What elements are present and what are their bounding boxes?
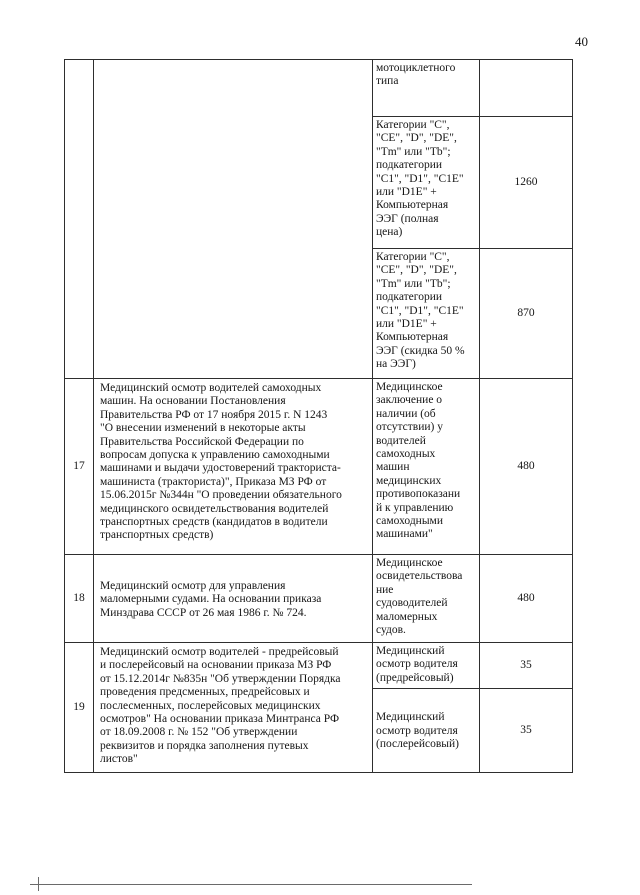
category-text: Категории "C", "CE", "D", "DE", "Tm" или "Tb"; подкатегории "C1", "D1", "C1E" или "D1E" + Компьютерная ЭЭГ (скидка 50 % на ЭЭГ) <box>376 251 465 371</box>
category-cell <box>373 555 480 643</box>
price-value: 870 <box>517 306 535 319</box>
description-cell <box>94 555 373 643</box>
row-number-cell <box>65 643 94 773</box>
price-value: 1260 <box>514 175 538 188</box>
row-number: 17 <box>73 459 85 472</box>
price-value: 35 <box>520 658 532 671</box>
price-cell <box>480 379 573 555</box>
price-value: 480 <box>517 591 535 604</box>
category-text: мотоциклетного типа <box>376 62 456 88</box>
category-text: Медицинское освидетельствова ние судоводителей маломерных судов. <box>376 557 463 637</box>
category-cell <box>373 643 480 689</box>
description-text: Медицинский осмотр водителей - предрейсовый и послерейсовый на основании приказа МЗ РФ от 15.12.2014г №835н "Об утверждении Порядка проведения предсменных, предрейсовых и послесменных, послерейсовых медицинских осмотров" На основании приказа Минтранса РФ от 18.09.2008 г. № 152 "Об утверждении реквизитов и порядка заполнения путевых листов" <box>100 646 341 766</box>
page-number: 40 <box>575 34 588 49</box>
category-text: Медицинский осмотр водителя (предрейсовый) <box>376 645 458 684</box>
price-cell <box>480 249 573 379</box>
category-text: Категории "C", "CE", "D", "DE", "Tm" или "Tb"; подкатегории "C1", "D1", "C1E" или "D1E" + Компьютерная ЭЭГ (полная цена) <box>376 119 464 239</box>
description-text: Медицинский осмотр для управления маломерными судами. На основании приказа Минздрава СССР от 26 мая 1986 г. № 724. <box>100 579 322 619</box>
table-row-17 <box>65 379 573 555</box>
price-cell <box>480 643 573 689</box>
category-cell <box>373 249 480 379</box>
category-cell <box>373 379 480 555</box>
row-number: 19 <box>73 700 85 713</box>
category-cell <box>373 689 480 773</box>
category-text: Медицинский осмотр водителя (послерейсовый) <box>376 711 459 751</box>
number-cell-continued <box>65 60 94 379</box>
description-cell-continued <box>94 60 373 379</box>
category-text: Медицинское заключение о наличии (об отсутствии) у водителей самоходных машин медицинских противопоказани й к управлению самоходными машинами" <box>376 381 461 541</box>
description-text: Медицинский осмотр водителей самоходных машин. На основании Постановления Правительства РФ от 17 ноября 2015 г. N 1243 "О внесении изменений в некоторые акты Правительства Российской Федерации по вопросам допуска к управлению самоходными машинами и выдачи удостоверений тракториста- машиниста (тракториста)", Приказа МЗ РФ от 15.06.2015г №344н "О проведении обязательного медицинского освидетельствования водителей транспортных средств (кандидатов в водители транспортных средств) <box>100 382 342 542</box>
services-price-table <box>64 59 573 773</box>
price-value: 480 <box>517 459 535 472</box>
table-row-18 <box>65 555 573 643</box>
footer-rule <box>30 884 472 885</box>
category-cell <box>373 117 480 249</box>
price-cell <box>480 60 573 117</box>
table-row-continued-moto <box>65 60 573 117</box>
row-number-cell <box>65 555 94 643</box>
description-cell <box>94 643 373 773</box>
row-number: 18 <box>73 591 85 604</box>
price-value: 35 <box>520 723 532 736</box>
row-number-cell <box>65 379 94 555</box>
price-cell <box>480 117 573 249</box>
price-cell <box>480 555 573 643</box>
description-cell <box>94 379 373 555</box>
table-row-19a <box>65 643 573 689</box>
category-cell <box>373 60 480 117</box>
price-cell <box>480 689 573 773</box>
